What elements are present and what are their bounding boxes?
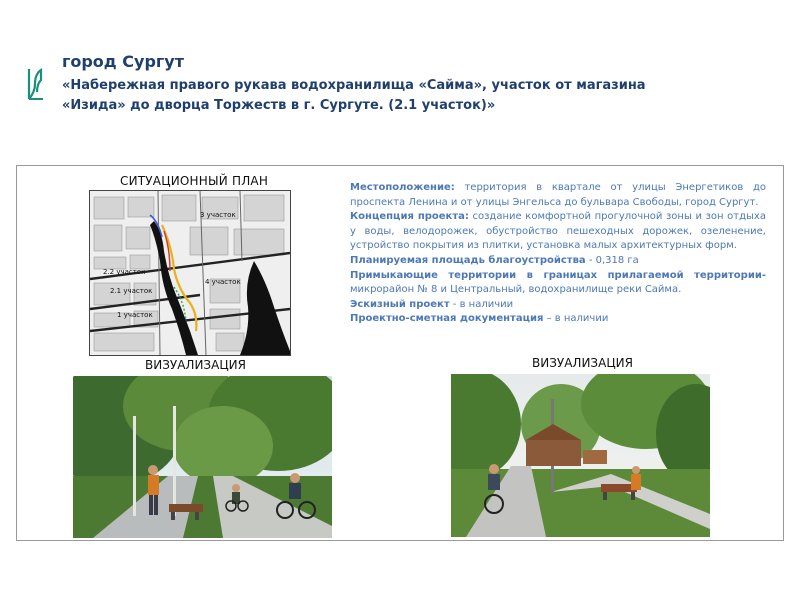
city-name: город Сургут xyxy=(62,52,184,71)
map-label-section-2-1: 2.1 участок xyxy=(110,287,153,295)
visualization-image-left xyxy=(73,376,332,538)
map-label-section-4: 4 участок xyxy=(205,278,241,286)
location-text: территория в квартале от улицы Энергетиков до проспекта Ленина и от улицы Энгельса до бульвара Свободы, город Сургут. xyxy=(350,182,766,208)
situation-plan-heading: СИТУАЦИОННЫЙ ПЛАН xyxy=(120,174,269,188)
docs-text: – в наличии xyxy=(543,313,609,325)
sketch-text: - в наличии xyxy=(449,298,514,310)
adjacent-label: Примыкающие территории в границах прилагаемой территории- xyxy=(350,269,766,281)
visualization-heading-right: ВИЗУАЛИЗАЦИЯ xyxy=(532,356,633,370)
info-location xyxy=(350,181,766,210)
location-label: Местоположение: xyxy=(350,182,455,193)
sketch-label: Эскизный проект xyxy=(350,298,450,310)
visualization-heading-left: ВИЗУАЛИЗАЦИЯ xyxy=(145,358,246,372)
info-concept xyxy=(350,210,766,254)
visualization-render-right xyxy=(451,374,710,537)
visualization-image-right xyxy=(451,374,710,537)
title-line-1: «Набережная правого рукава водохранилища «Сайма», участок от магазина xyxy=(62,78,646,93)
info-sketch xyxy=(350,298,766,313)
concept-text: создание комфортной прогулочной зоны и зон отдыха у воды, велодорожек, обустройство пешеходных дорожек, озеленение, устройство покрытия из плитки, установка малых архитектурных форм. xyxy=(350,211,766,252)
page-title xyxy=(62,76,702,116)
map-label-section-3: 3 участок xyxy=(200,211,236,219)
docs-label: Проектно-сметная документация xyxy=(350,313,544,325)
info-adjacent xyxy=(350,269,766,298)
info-area xyxy=(350,254,766,269)
map-label-section-1: 1 участок xyxy=(117,311,153,319)
surgut-logo-icon xyxy=(24,66,46,102)
concept-label: Концепция проекта: xyxy=(350,211,469,223)
area-label: Планируемая площадь благоустройства xyxy=(350,254,586,266)
area-text: - 0,318 га xyxy=(585,254,639,266)
project-info xyxy=(350,181,766,327)
map-label-section-2-2: 2.2 участок xyxy=(103,268,146,276)
title-line-2: «Изида» до дворца Торжеств в г. Сургуте. (2.1 участок)» xyxy=(62,98,496,113)
adjacent-text: микрорайон № 8 и Центральный, водохранилище реки Сайма. xyxy=(350,284,682,296)
visualization-render-left xyxy=(73,376,332,538)
info-docs xyxy=(350,312,766,327)
